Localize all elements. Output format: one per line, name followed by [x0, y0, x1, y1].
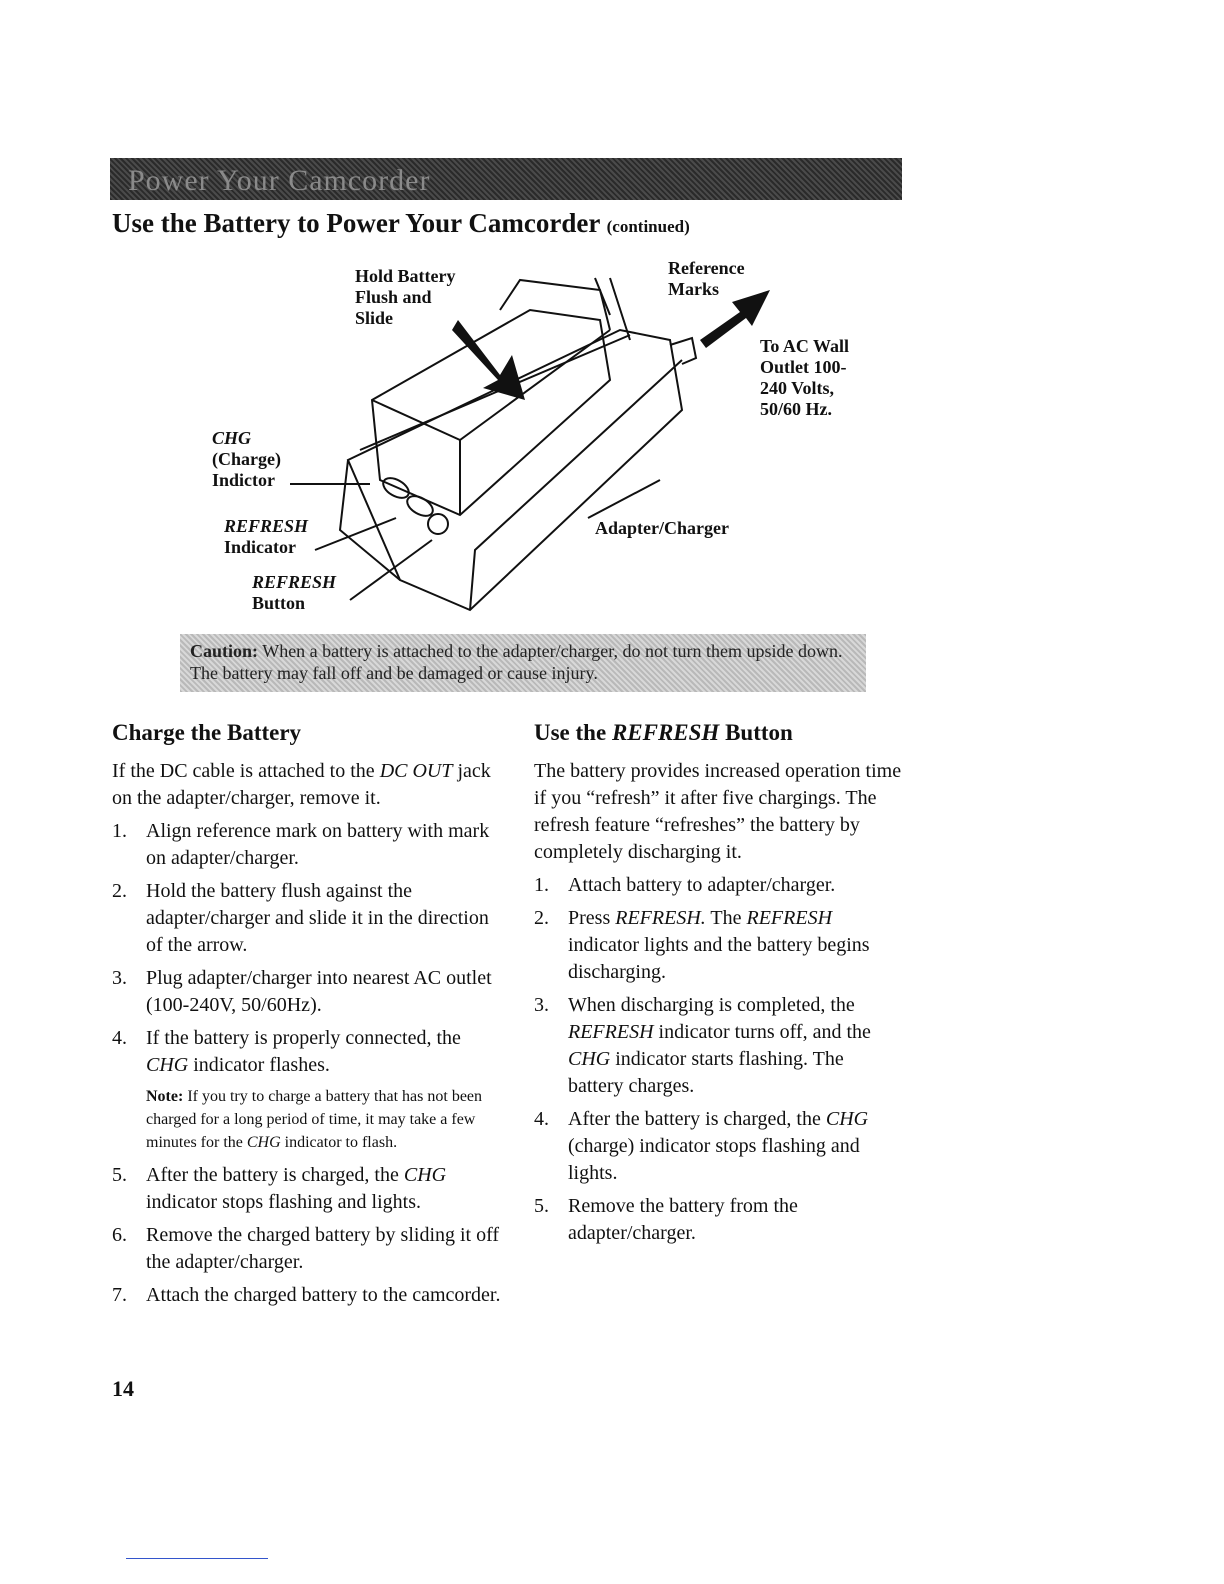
section-banner	[110, 158, 902, 200]
refresh-heading: Use the REFRESH Button	[534, 720, 793, 745]
list-item: 1. Align reference mark on battery with mark on adapter/charger.	[112, 820, 490, 869]
refresh-indicator-label: REFRESH Indicator	[224, 516, 309, 557]
list-item: 6. Remove the charged battery by sliding it off the adapter/charger.	[112, 1224, 500, 1273]
chg-indicator-label: CHG (Charge) Indictor	[212, 428, 281, 490]
caution-box	[180, 634, 866, 692]
hold-battery-label: Hold Battery Flush and Slide	[355, 266, 456, 328]
page-number: 14	[112, 1376, 134, 1401]
charge-heading: Charge the Battery	[112, 720, 302, 745]
refresh-intro: The battery provides increased operation time if you “refresh” it after five chargings. The refresh feature “refreshes” the battery by completely discharging it.	[534, 760, 902, 863]
caution-text: When a battery is attached to the adapter/charger, do not turn them upside down. The battery may fall off and be damaged or cause injury.	[190, 641, 843, 683]
list-item: 2. Press REFRESH. The REFRESH indicator lights and the battery begins discharging.	[534, 907, 870, 983]
charge-intro: If the DC cable is attached to the DC OUT jack on the adapter/charger, remove it.	[112, 760, 491, 809]
list-item: 4. If the battery is properly connected, the CHG indicator flashes.	[112, 1027, 461, 1076]
list-item: 5. Remove the battery from the adapter/charger.	[534, 1195, 798, 1244]
list-item: 5. After the battery is charged, the CHG indicator stops flashing and lights.	[112, 1164, 447, 1213]
list-item: 7. Attach the charged battery to the camcorder.	[112, 1284, 501, 1306]
adapter-charger-label: Adapter/Charger	[595, 518, 729, 538]
list-item: 4. After the battery is charged, the CHG (charge) indicator stops flashing and lights.	[534, 1108, 869, 1184]
charge-note: Note: If you try to charge a battery that has not been charged for a long period of time, it may take a few minutes for the CHG indicator to flash.	[146, 1088, 483, 1151]
reference-marks-label: Reference Marks	[668, 258, 745, 299]
charger-illustration	[200, 250, 920, 630]
list-item: 3. Plug adapter/charger into nearest AC outlet (100-240V, 50/60Hz).	[112, 967, 492, 1016]
charge-steps	[112, 818, 502, 1079]
refresh-button-section	[534, 718, 904, 1253]
ac-outlet-label: To AC Wall Outlet 100- 240 Volts, 50/60 Hz.	[760, 336, 850, 419]
page-title	[112, 208, 690, 239]
caution-label: Caution:	[190, 641, 259, 661]
footer-rule	[126, 1558, 268, 1559]
charge-battery-section	[112, 718, 502, 1315]
banner-text: Power Your Camcorder	[128, 164, 431, 197]
refresh-button-label: REFRESH Button	[252, 572, 337, 613]
charge-steps-continued	[112, 1162, 502, 1309]
title-text: Use the Battery to Power Your Camcorder	[112, 208, 600, 238]
list-item: 1. Attach battery to adapter/charger.	[534, 874, 836, 896]
refresh-steps	[534, 872, 904, 1247]
list-item: 3. When discharging is completed, the REFRESH indicator turns off, and the CHG indicator starts flashing. The battery charges.	[534, 994, 871, 1097]
title-continued: (continued)	[606, 217, 690, 236]
list-item: 2. Hold the battery flush against the adapter/charger and slide it in the direction of the arrow.	[112, 880, 489, 956]
